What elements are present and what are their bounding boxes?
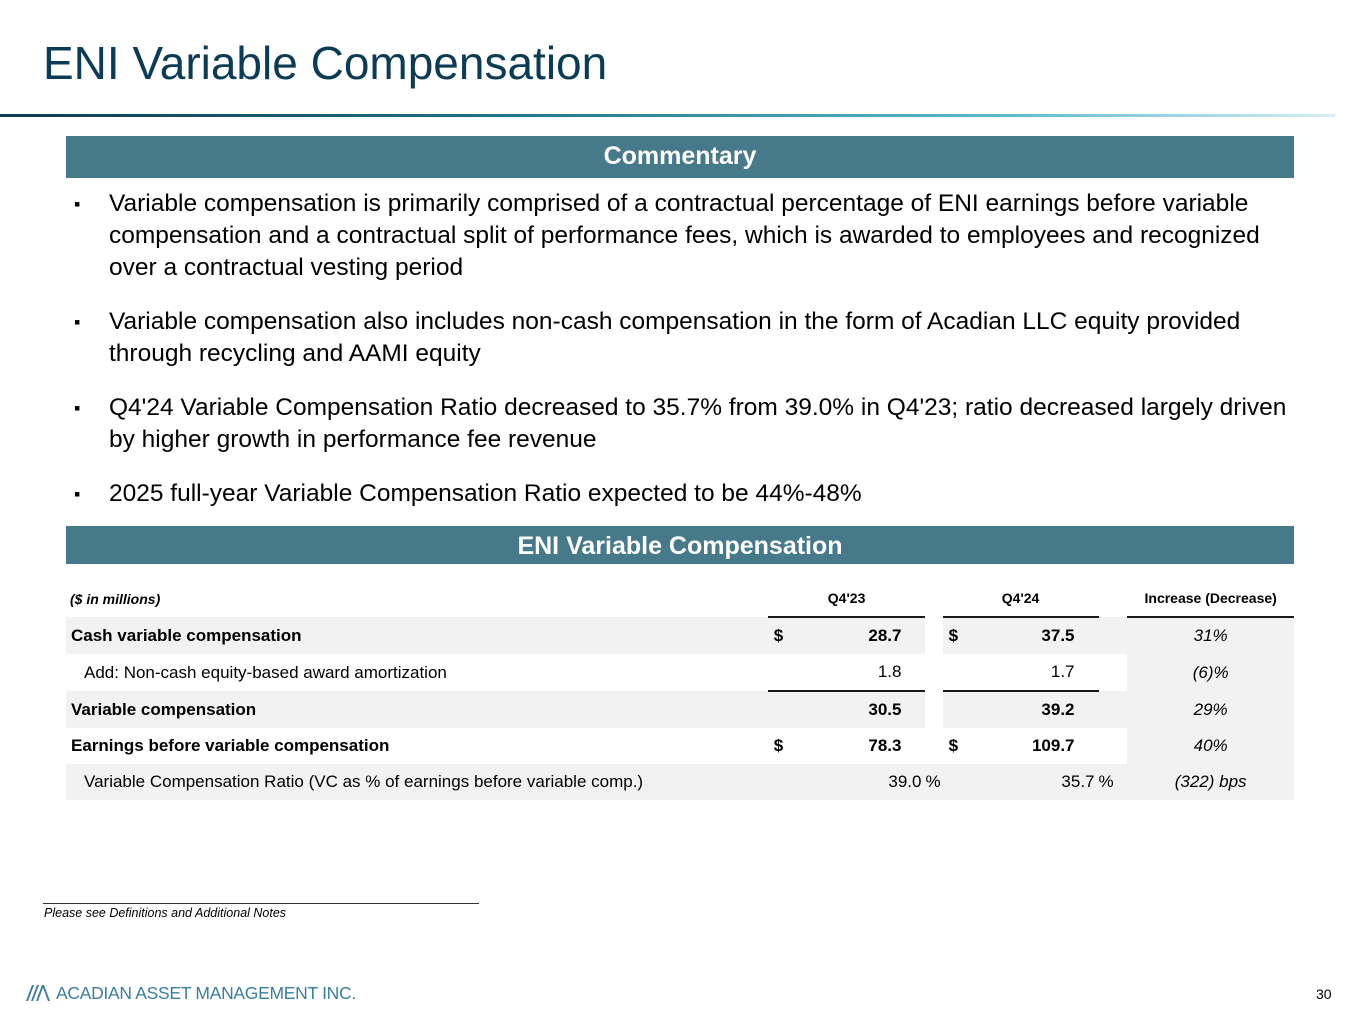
q423-percent-sign: %: [925, 772, 941, 791]
row-label: Earnings before variable compensation: [71, 736, 390, 755]
q423-value: 1.8: [877, 662, 902, 681]
q424-value: 37.5: [1041, 626, 1075, 645]
q423-dollar-sign: $: [773, 626, 784, 645]
logo-text: ACADIAN ASSET MANAGEMENT INC.: [56, 982, 356, 1003]
footnote-rule: [43, 903, 479, 904]
bullet-marker: ▪: [74, 312, 81, 332]
bullet-text: Variable compensation also includes non-cash compensation in the form of Acadian LLC equity provided through recycling and AAMI equity: [109, 308, 1241, 367]
table-row: [66, 728, 1294, 764]
bullet-marker: ▪: [74, 398, 81, 418]
q424-value: 35.7: [1061, 772, 1095, 791]
q423-value: 30.5: [805, 691, 925, 728]
q424-dollar-sign: $: [948, 626, 959, 645]
page-number: 30: [1316, 986, 1332, 1002]
commentary-header: Commentary: [66, 136, 1294, 178]
row-label: Variable compensation: [71, 699, 257, 719]
row-label: Add: Non-cash equity-based award amortization: [84, 662, 447, 682]
change-value: (322) bps: [1174, 772, 1247, 791]
bullet-text: 2025 full-year Variable Compensation Ratio expected to be 44%-48%: [109, 480, 862, 507]
acadian-logo-icon: [26, 985, 52, 1001]
row-label: Cash variable compensation: [71, 625, 302, 645]
table-row: [66, 764, 1294, 800]
company-logo: [26, 984, 356, 1002]
bullet-text: Q4'24 Variable Compensation Ratio decreased to 35.7% from 39.0% in Q4'23; ratio decreased largely driven by higher growth in performance fee revenue: [109, 394, 1287, 453]
q424-percent-sign: %: [1098, 772, 1114, 791]
table-row: [66, 617, 1294, 654]
bullet-marker: ▪: [74, 484, 81, 504]
q423-dollar-sign: $: [773, 736, 784, 755]
page-title: ENI Variable Compensation: [43, 37, 608, 89]
table-row: [66, 654, 1294, 691]
change-value: 40%: [1127, 728, 1294, 764]
table-row: [66, 691, 1294, 728]
commentary-bullet: [74, 478, 1289, 510]
col-header-change: Increase (Decrease): [1127, 580, 1294, 617]
bullet-text: Variable compensation is primarily comprised of a contractual percentage of ENI earnings before variable compensation and a contractual split of performance fees, which is awarded to employees and recognized over a contractual vesting period: [109, 190, 1260, 281]
commentary-bullet: [74, 188, 1289, 284]
q424-value: 1.7: [1050, 662, 1075, 681]
row-label: Variable Compensation Ratio (VC as % of earnings before variable comp.): [84, 772, 644, 791]
change-value: (6)%: [1127, 654, 1294, 691]
change-value: 29%: [1193, 699, 1228, 719]
units-label: ($ in millions): [70, 590, 161, 607]
change-value: 31%: [1193, 626, 1228, 645]
col-header-q423: Q4'23: [768, 580, 926, 617]
commentary-bullet: [74, 392, 1289, 456]
commentary-bullet: [74, 306, 1289, 370]
commentary-list: [74, 188, 1289, 532]
eni-table-header: ENI Variable Compensation: [66, 526, 1294, 564]
q424-value: 39.2: [978, 691, 1098, 728]
title-underline: [0, 114, 1335, 117]
q423-value: 39.0: [888, 772, 922, 791]
table-header-row: [66, 580, 1294, 617]
col-header-q424: Q4'24: [943, 580, 1099, 617]
footnote: Please see Definitions and Additional Notes: [44, 906, 287, 920]
q423-value: 78.3: [868, 736, 902, 755]
eni-variable-compensation-table: [66, 580, 1294, 800]
q424-dollar-sign: $: [948, 736, 959, 755]
q424-value: 109.7: [1031, 736, 1075, 755]
q423-value: 28.7: [868, 626, 902, 645]
bullet-marker: ▪: [74, 194, 81, 214]
